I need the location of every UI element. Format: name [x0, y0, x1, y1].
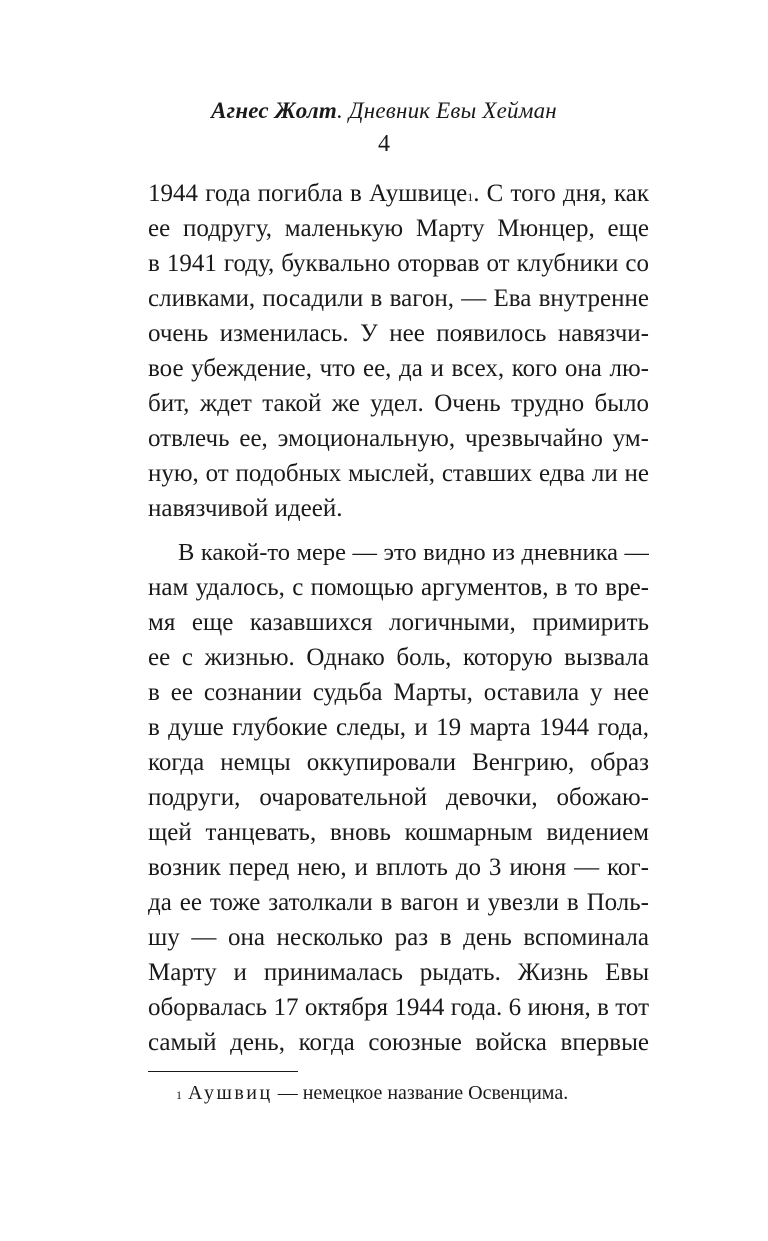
text-line: когда немцы оккупировали Венгрию, образ: [148, 749, 649, 776]
text-line: ную, от подобных мыслей, ставших едва ли не: [148, 460, 649, 487]
text-line: возник перед нею, и вплоть до 3 июня — ког-: [148, 854, 649, 881]
footnote-reference: 1: [467, 190, 474, 204]
author-name: Агнес Жолт: [211, 98, 338, 123]
text-line: шу — она несколько раз в день вспоминала: [148, 924, 649, 951]
body-text: [148, 176, 649, 1060]
text-line: 1944 года погибла в Аушвице$^1$. С того дня, как: [148, 180, 649, 207]
text-line: Марту и принималась рыдать. Жизнь Евы: [148, 959, 649, 986]
text-line: вое убеждение, что ее, да и всех, кого она лю-: [148, 355, 649, 382]
text-line: ее с жизнью. Однако боль, которую вызвала: [148, 644, 649, 671]
text-line: в 1941 году, буквально оторвав от клубники со: [148, 250, 649, 277]
footnote-divider: [148, 1071, 298, 1072]
footnote-text: — немецкое название Освенцима.: [272, 1082, 569, 1104]
footnote: [176, 1079, 656, 1107]
text-line: бит, ждет такой же удел. Очень трудно было: [148, 390, 649, 417]
text-line: да ее тоже затолкали в вагон и увезли в Поль-: [148, 889, 649, 916]
paragraph-gap: [148, 526, 649, 535]
text-line: щей танцевать, вновь кошмарным видением: [148, 819, 649, 846]
text-line: отвлечь ее, эмоциональную, чрезвычайно ум-: [148, 425, 649, 452]
text-line: ее подругу, маленькую Марту Мюнцер, еще: [148, 215, 649, 242]
footnote-mark: 1: [176, 1088, 182, 1102]
text-line: сливками, посадили в вагон, — Ева внутренне: [148, 285, 649, 312]
text-line: нам удалось, с помощью аргументов, в то вре-: [148, 574, 649, 601]
text-line: В какой-то мере — это видно из дневника —: [178, 539, 649, 566]
text-line: самый день, когда союзные войска впервые: [148, 1029, 649, 1056]
running-head: [0, 98, 768, 124]
book-title: Дневник Евы Хейман: [348, 98, 557, 123]
text-line: мя еще казавшихся логичными, примирить: [148, 609, 649, 636]
header-separator: .: [337, 98, 343, 123]
text-line: в ее сознании судьба Марты, оставила у нее: [148, 679, 649, 706]
text-line: подруги, очаровательной девочки, обожаю-: [148, 784, 649, 811]
text-line: в душе глубокие следы, и 19 марта 1944 года,: [148, 714, 649, 741]
text-line: оборвалась 17 октября 1944 года. 6 июня, в тот: [148, 994, 649, 1021]
text-line: очень изменилась. У нее появилось навязчи-: [148, 320, 649, 347]
text-line: навязчивой идеей.: [148, 495, 343, 522]
footnote-term: Аушвиц: [188, 1082, 273, 1104]
page-number: 4: [378, 131, 390, 157]
